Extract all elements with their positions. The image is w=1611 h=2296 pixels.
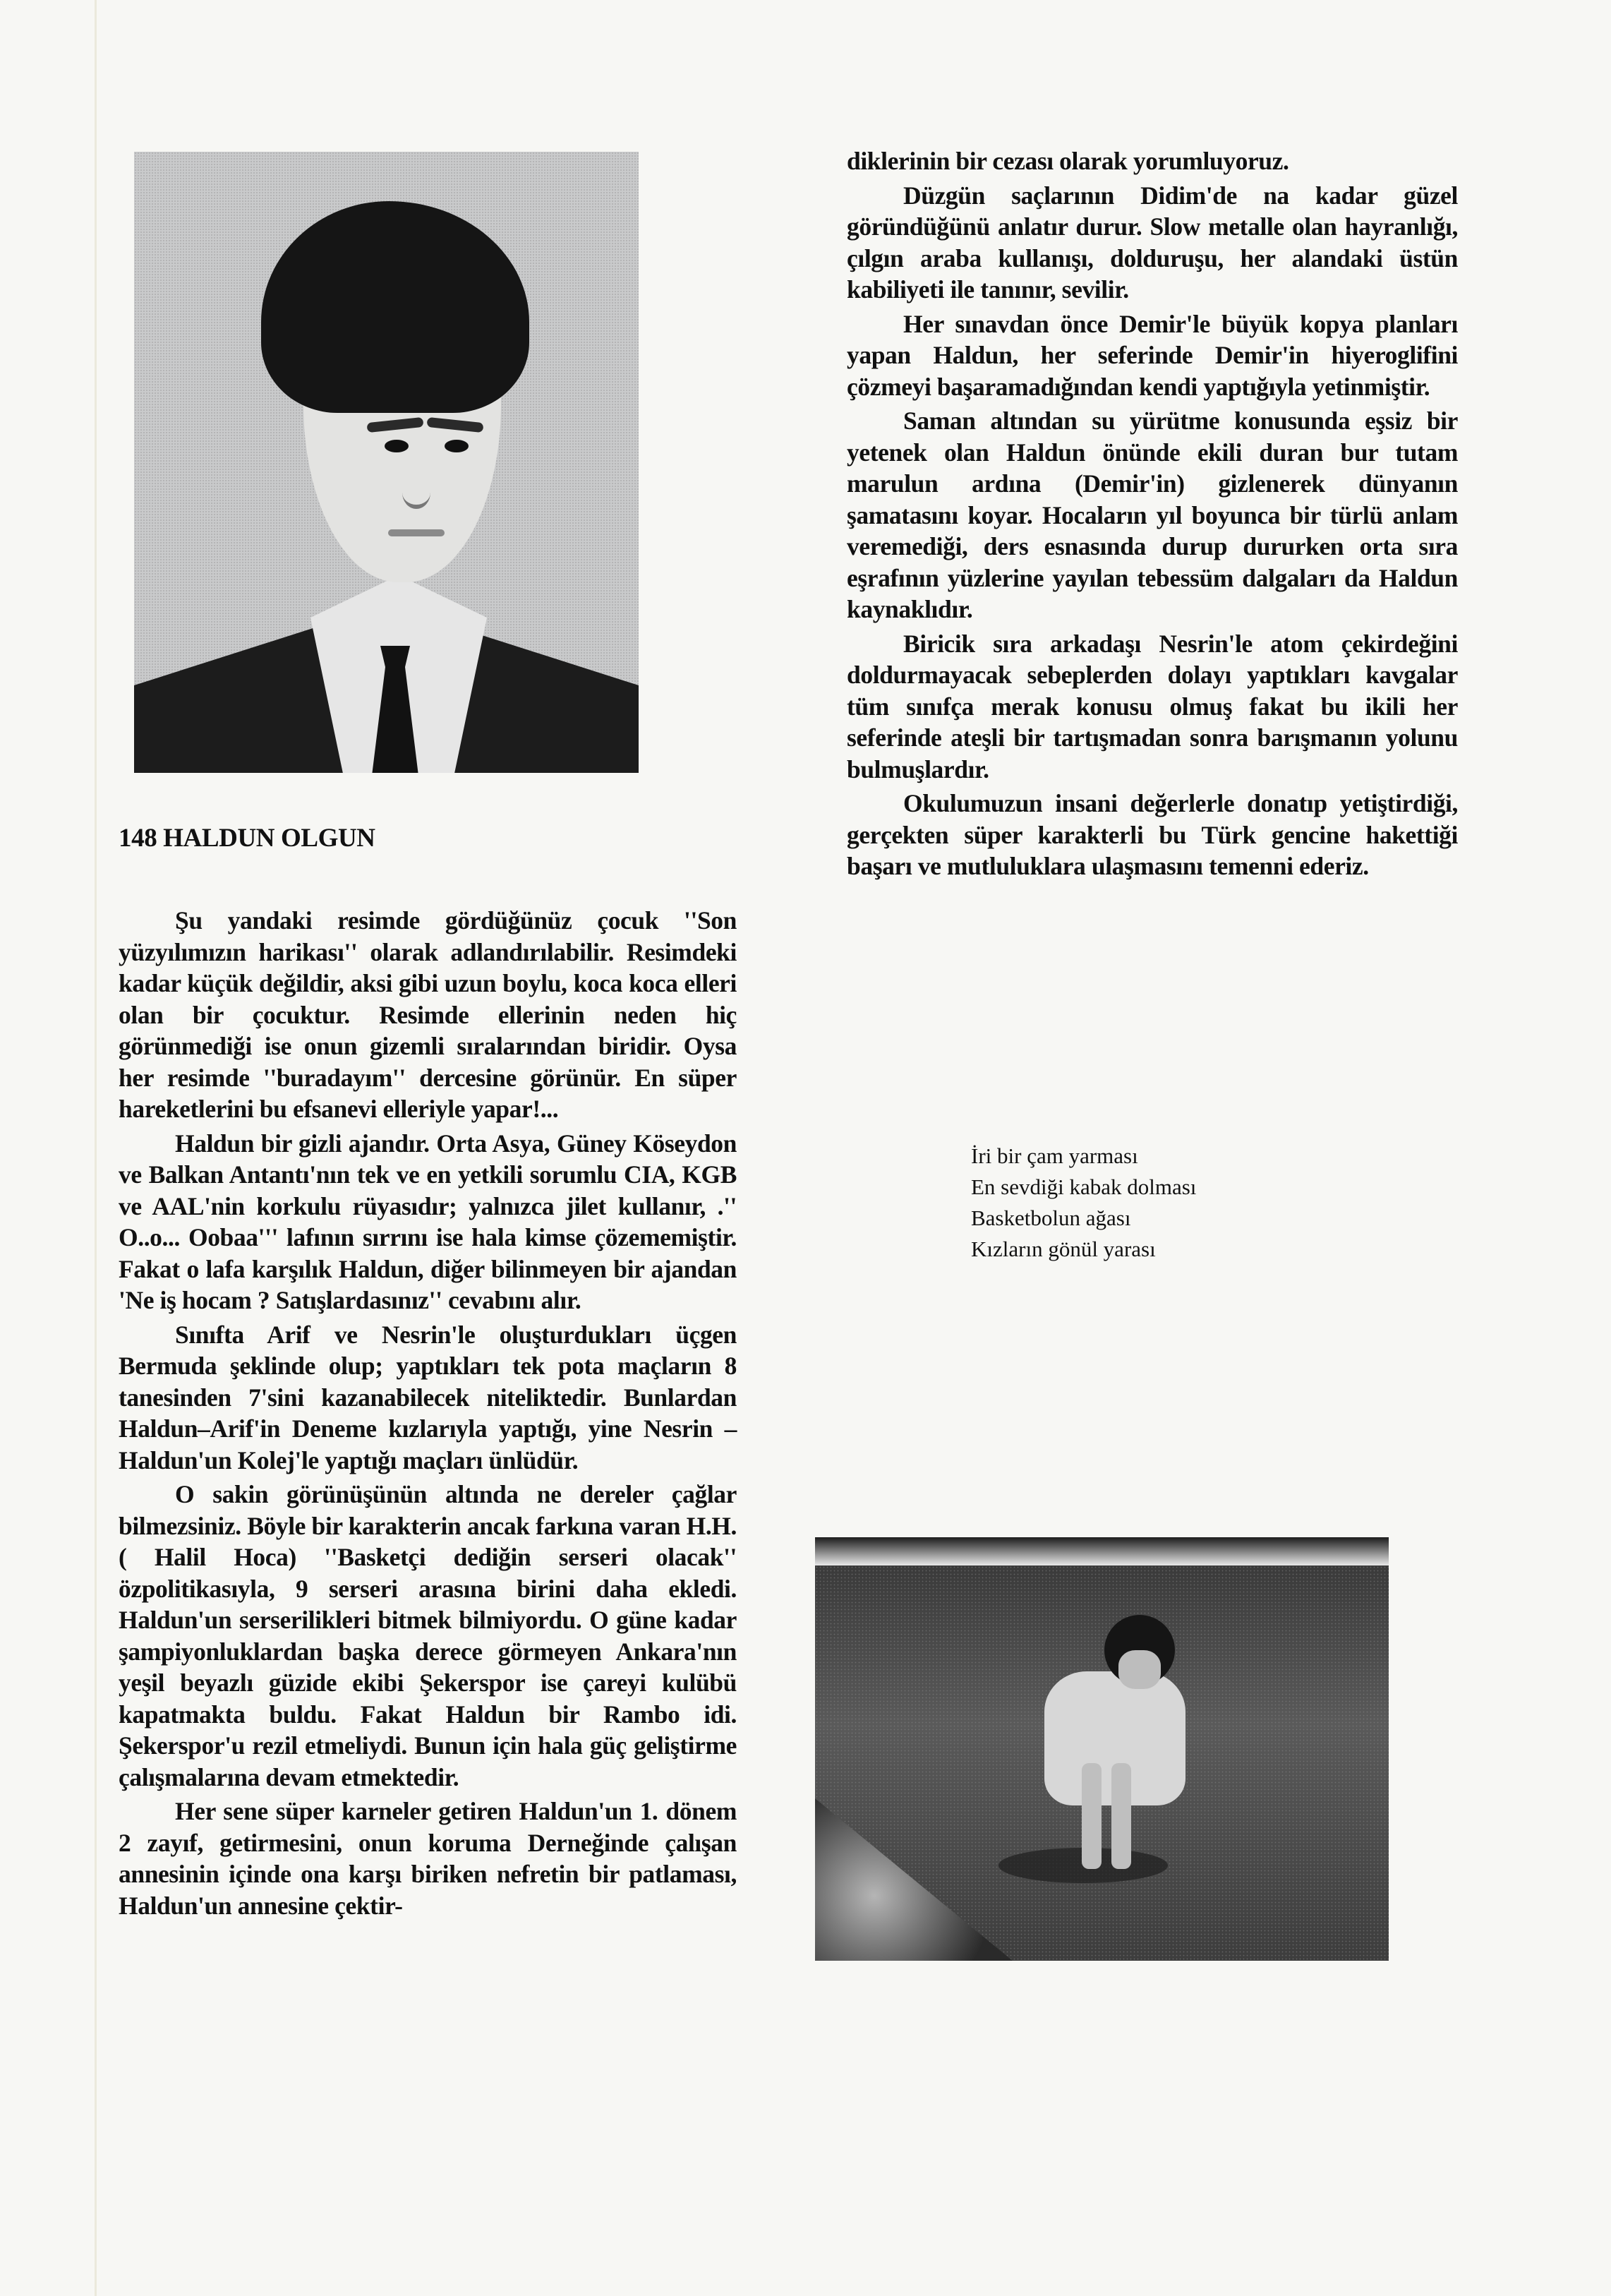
paragraph: Saman altından su yürütme konusunda eşsiz bir yetenek olan Haldun önünde ekili duran bur tutam marulun ardına (Demir'in) gizlenerek dünyanın şamatasını koyar. Hocaların yıl boyunca bir türlü anlam veremediği, ders esnasında durup dururken orta sıra eşrafının yüzlerine yayılan tebessüm dalgaları da Haldun kaynaklıdır. bbox=[847, 407, 1458, 623]
beach-photo bbox=[815, 1537, 1389, 1961]
portrait-photo bbox=[134, 152, 639, 773]
paragraph: Biricik sıra arkadaşı Nesrin'le atom çekirdeğini doldurmayacak sebeplerden dolayı yaptıkları kavgalar tüm sınıfça merak konusu olmuş fakat bu ikili her seferinde ateşli bir tartışmadan sonra barışmanın yolunu bulmuşlardır. bbox=[847, 629, 1458, 783]
bleed-through-text bbox=[639, 145, 815, 766]
paragraph: Her sene süper karneler getiren Haldun'un 1. dönem 2 zayıf, getirmesini, onun koruma Derneğinde çalışan annesinin içinde ona karşı biriken nefretin bir patlaması, Haldun'un annesine çektir- bbox=[119, 1797, 737, 1920]
paragraph: Okulumuzun insani değerlerle donatıp yetiştirdiği, gerçekten süper karakterli bu Türk gencine hakettiği başarı ve mutluluklara ulaşmasını temenni ederiz. bbox=[847, 789, 1458, 880]
paragraph: Her sınavdan önce Demir'le büyük kopya planları yapan Haldun, her seferinde Demir'in hiyeroglifini çözmeyi başaramadığından kendi yaptığıyla yetinmiştir. bbox=[847, 309, 1458, 401]
poem bbox=[971, 1141, 1324, 1265]
paragraph: Sınıfta Arif ve Nesrin'le oluşturdukları üçgen Bermuda şeklinde olup; yaptıkları tek pota maçların 8 tanesinden 7'sini kazanabilecek niteliktedir. Bunlardan Haldun–Arif'in Deneme kızlarıyla yaptığı, yine Nesrin – Haldun'un Kolej'le yaptığı maçları ünlüdür. bbox=[119, 1320, 737, 1474]
poem-line: Basketbolun ağası bbox=[971, 1206, 1131, 1230]
paragraph: Haldun bir gizli ajandır. Orta Asya, Güney Köseydon ve Balkan Antantı'nın tek ve en yetkili sorumlu CIA, KGB ve AAL'nin korkulu rüyasıdır; yalnızca jilet kullanır, .'' O..o... Oobaa''' lafının sırrını ise hala kimse çözememiştir. Fakat o lafa karşılık Haldun, diğer bilinmeyen bir ajandan 'Ne iş hocam ? Satışlardasınız'' cevabını alır. bbox=[119, 1129, 737, 1314]
left-text-column bbox=[119, 823, 737, 1921]
poem-line: İri bir çam yarması bbox=[971, 1143, 1138, 1168]
poem-line: En sevdiği kabak dolması bbox=[971, 1174, 1197, 1199]
right-text-column bbox=[847, 145, 1458, 882]
paragraph: O sakin görünüşünün altında ne dereler çağlar bilmezsiniz. Böyle bir karakterin ancak farkına varan H.H. ( Halil Hoca) ''Basketçi dediğin serseri olacak'' özpolitikasıyla, 9 serseri arasına birini daha ekledi. Haldun'un serserilikleri bitmek bilmiyordu. O güne kadar şampiyonluklardan başka derece görmeyen Ankara'nın yeşil beyazlı güzide ekibi Şekerspor ise çareyi kulübü kapatmakta buldu. Fakat Haldun bir Rambo idi. Şekerspor'u rezil etmeliydi. Bunun için hala güç geliştirme çalışmalarına devam etmektedir. bbox=[119, 1480, 737, 1791]
paragraph: Düzgün saçlarının Didim'de na kadar güzel göründüğünü anlatır durur. Slow metalle olan hayranlığı, çılgın araba kullanışı, dolduruşu, her alandaki üstün kabiliyeti ile tanınır, sevilir. bbox=[847, 181, 1458, 303]
entry-heading: 148 HALDUN OLGUN bbox=[119, 824, 375, 853]
page-fold-line bbox=[95, 0, 97, 2296]
paragraph: Şu yandaki resimde gördüğünüz çocuk ''Son yüzyılımızın harikası'' olarak adlandırılabilir. Resimdeki kadar küçük değildir, aksi gibi uzun boylu, koca koca elleri olan bir çocuktur. Resimde ellerinin neden hiç görünmediği ise onun gizemli sıralarından biridir. Oysa her resimde ''buradayım'' dercesine görünür. En süper hareketlerini bu efsanevi elleriyle yapar!... bbox=[119, 906, 737, 1123]
poem-line: Kızların gönül yarası bbox=[971, 1237, 1156, 1261]
paragraph: diklerinin bir cezası olarak yorumluyoruz. bbox=[847, 147, 1289, 175]
